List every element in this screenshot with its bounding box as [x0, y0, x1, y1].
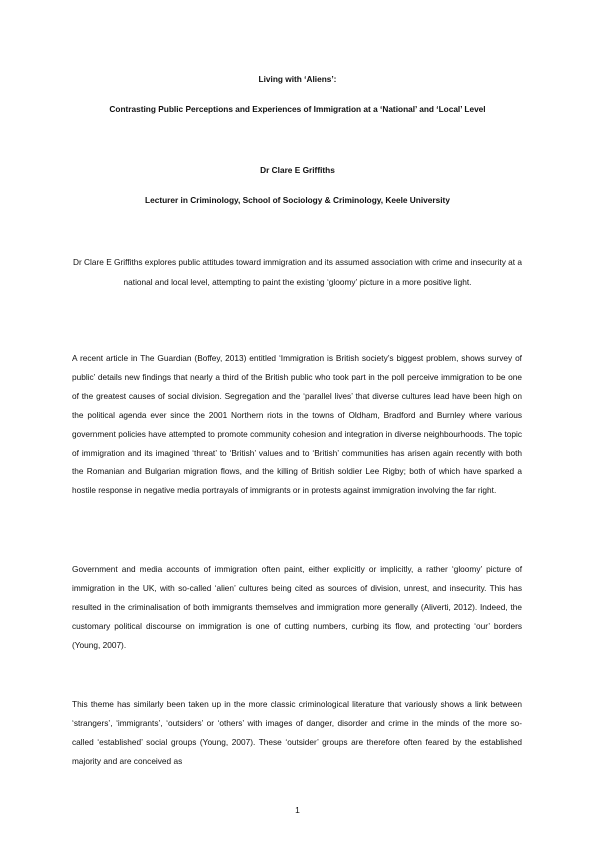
page-number: 1 [295, 805, 300, 815]
body-paragraph-1: A recent article in The Guardian (Boffey, 2013) entitled ‘Immigration is British society’s biggest problem, shows survey of public’ details new findings that nearly a third of the British public who took part in the poll perceive immigration to be one of the greatest causes of social division. Segregation and the ‘parallel lives’ that diverse cultures lead have been high on the political agenda ever since the 2001 Northern riots in the towns of Oldham, Bradford and Burnley where various government policies have attempted to promote community cohesion and integration in diverse neighbourhoods. The topic of immigration and its imagined ‘threat’ to ‘British’ values and to ‘British’ communities has arisen again recently with both the Romanian and Bulgarian migration flows, and the killing of British soldier Lee Rigby; both of which have sparked a hostile response in negative media portrayals of immigrants or in protests against immigration involving the far right. [72, 353, 522, 496]
body-paragraph-2: Government and media accounts of immigration often paint, either explicitly or implicitly, a rather ‘gloomy’ picture of immigration in the UK, with so-called ‘alien’ cultures being cited as sources of division, unrest, and insecurity. This has resulted in the criminalisation of both immigrants themselves and immigration more generally (Aliverti, 2012). Indeed, the customary political discourse on immigration is one of cutting numbers, curbing its flow, and protecting ‘our’ borders (Young, 2007). [72, 564, 522, 650]
author-name: Dr Clare E Griffiths [260, 165, 335, 175]
article-title: Living with ‘Aliens’: [258, 74, 337, 84]
abstract: Dr Clare E Griffiths explores public attitudes toward immigration and its assumed association with crime and insecurity at a national and local level, attempting to paint the existing ‘gloomy’ picture in a more positive light. [73, 257, 522, 287]
article-subtitle: Contrasting Public Perceptions and Experiences of Immigration at a ‘National’ and ‘Local’ Level [109, 104, 486, 114]
body-paragraph-3: This theme has similarly been taken up in the more classic criminological literature that variously shows a link between ‘strangers’, ‘immigrants’, ‘outsiders’ or ‘others’ with images of danger, disorder and crime in the minds of the more so-called ‘established’ social groups (Young, 2007). These ‘outsider’ groups are therefore often feared by the established majority and are conceived as [72, 699, 522, 766]
author-affiliation: Lecturer in Criminology, School of Sociology & Criminology, Keele University [145, 195, 450, 205]
